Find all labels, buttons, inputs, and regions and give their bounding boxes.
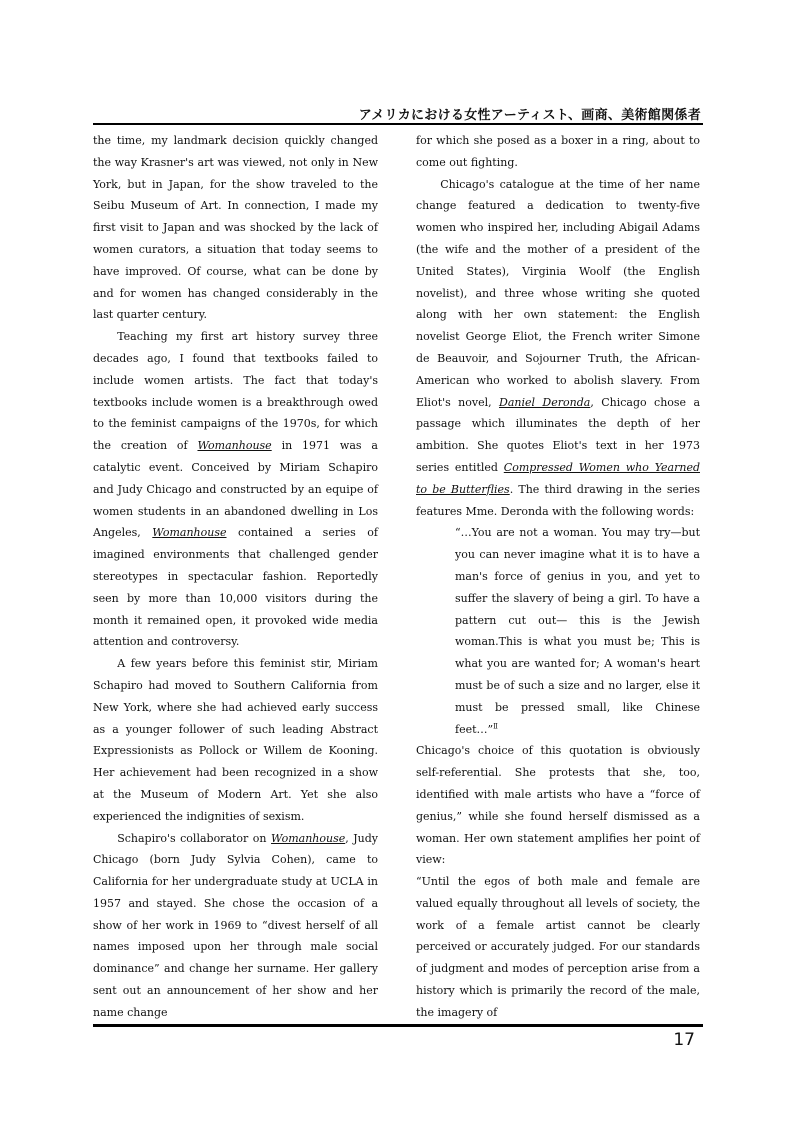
quote-text: “…You are not a woman. You may try—but you can never imagine what it is to have a man's force of genius in you, and yet to suffer the slavery of being a girl. To have a pattern cut out— this is the Jewish woman.This is what you must be; This is what you are wanted for; A woman's heart must be of such a size and no larger, else it must be pressed small, like Chinese feet…” xyxy=(455,526,700,736)
paragraph xyxy=(416,174,700,523)
page-number: 17 xyxy=(673,1030,695,1050)
paragraph: “Until the egos of both male and female are valued equally throughout all levels of society, the work of a female artist cannot be clearly perceived or accurately judged. For our standards of judgment and modes of perception arise from a history which is primarily the record of the male, the imagery of xyxy=(416,875,700,1019)
endnote-marker: Ⅱ xyxy=(493,721,498,730)
paragraph-text: Schapiro's collaborator on xyxy=(117,831,272,845)
work-title: Daniel Deronda xyxy=(499,395,591,409)
block-quote xyxy=(455,522,700,740)
paragraph: A few years before this feminist stir, Miriam Schapiro had moved to Southern California from New York, where she had achieved early success as a younger follower of such leading Abstract Expressionists as Pollock or Willem de Kooning. Her achievement had been recognized in a show at the Museum of Modern Art. Yet she also experienced the indignities of sexism. xyxy=(93,657,378,823)
paragraph-text: contained a series of imagined environments that challenged gender stereotypes in spectacular fashion. Reportedly seen by more than 10,000 visitors during the month it remained open, it provoked wide media attention and controversy. xyxy=(93,526,378,649)
work-title: Womanhouse xyxy=(271,831,346,845)
footer-rule xyxy=(93,1024,703,1027)
right-column xyxy=(416,130,700,1024)
paragraph-text: . The third drawing in the series features Mme. Deronda with the following words: xyxy=(416,482,701,518)
paragraph-text: , Chicago chose a passage which illuminates the depth of her ambition. She quotes Eliot's text in her 1973 series entitled xyxy=(416,395,701,474)
work-title: Womanhouse xyxy=(197,439,272,453)
left-column xyxy=(93,130,378,1024)
paragraph xyxy=(93,828,378,1024)
running-header: アメリカにおける女性アーティスト、画商、美術館関係者 xyxy=(358,108,701,123)
paragraph: for which she posed as a boxer in a ring, about to come out fighting. xyxy=(416,134,700,169)
paragraph-text: Chicago's catalogue at the time of her name change featured a dedication to twenty-five women who inspired her, including Abigail Adams (the wife and the mother of a president of the United States), Virginia Woolf (the English novelist), and three whose writing she quoted along with her own statement: the English novelist George Eliot, the French writer Simone de Beauvoir, and Sojourner Truth, the African-American who worked to abolish slavery. From Eliot's novel, xyxy=(416,177,700,409)
paragraph: Chicago's choice of this quotation is obviously self-referential. She protests that she, too, identified with male artists who have a “force of genius,” while she found herself dismissed as a woman. Her own statement amplifies her point of view: xyxy=(416,744,700,867)
paragraph xyxy=(93,326,378,653)
paragraph-text: , Judy Chicago (born Judy Sylvia Cohen), came to California for her undergraduate study at UCLA in 1957 and stayed. She chose the occasion of a show of her work in 1969 to “divest herself of all names imposed upon her through male social dominance” and change her surname. Her gallery sent out an announcement of her show and her name change xyxy=(93,831,378,1019)
paragraph-text: Teaching my first art history survey three decades ago, I found that textbooks failed to include women artists. The fact that today's textbooks include women is a breakthrough owed to the feminist campaigns of the 1970s, for which the creation of xyxy=(93,330,378,453)
paragraph: the time, my landmark decision quickly changed the way Krasner's art was viewed, not only in New York, but in Japan, for the show traveled to the Seibu Museum of Art. In connection, I made my first visit to Japan and was shocked by the lack of women curators, a situation that today seems to have improved. Of course, what can be done by and for women has changed considerably in the last quarter century. xyxy=(93,134,378,322)
work-title: Compressed Women who Yearned to be Butterflies xyxy=(416,460,700,496)
work-title: Womanhouse xyxy=(152,526,227,540)
paragraph-text: in 1971 was a catalytic event. Conceived by Miriam Schapiro and Judy Chicago and constructed by an equipe of women students in an abandoned dwelling in Los Angeles, xyxy=(93,439,378,540)
header-rule xyxy=(93,123,703,125)
